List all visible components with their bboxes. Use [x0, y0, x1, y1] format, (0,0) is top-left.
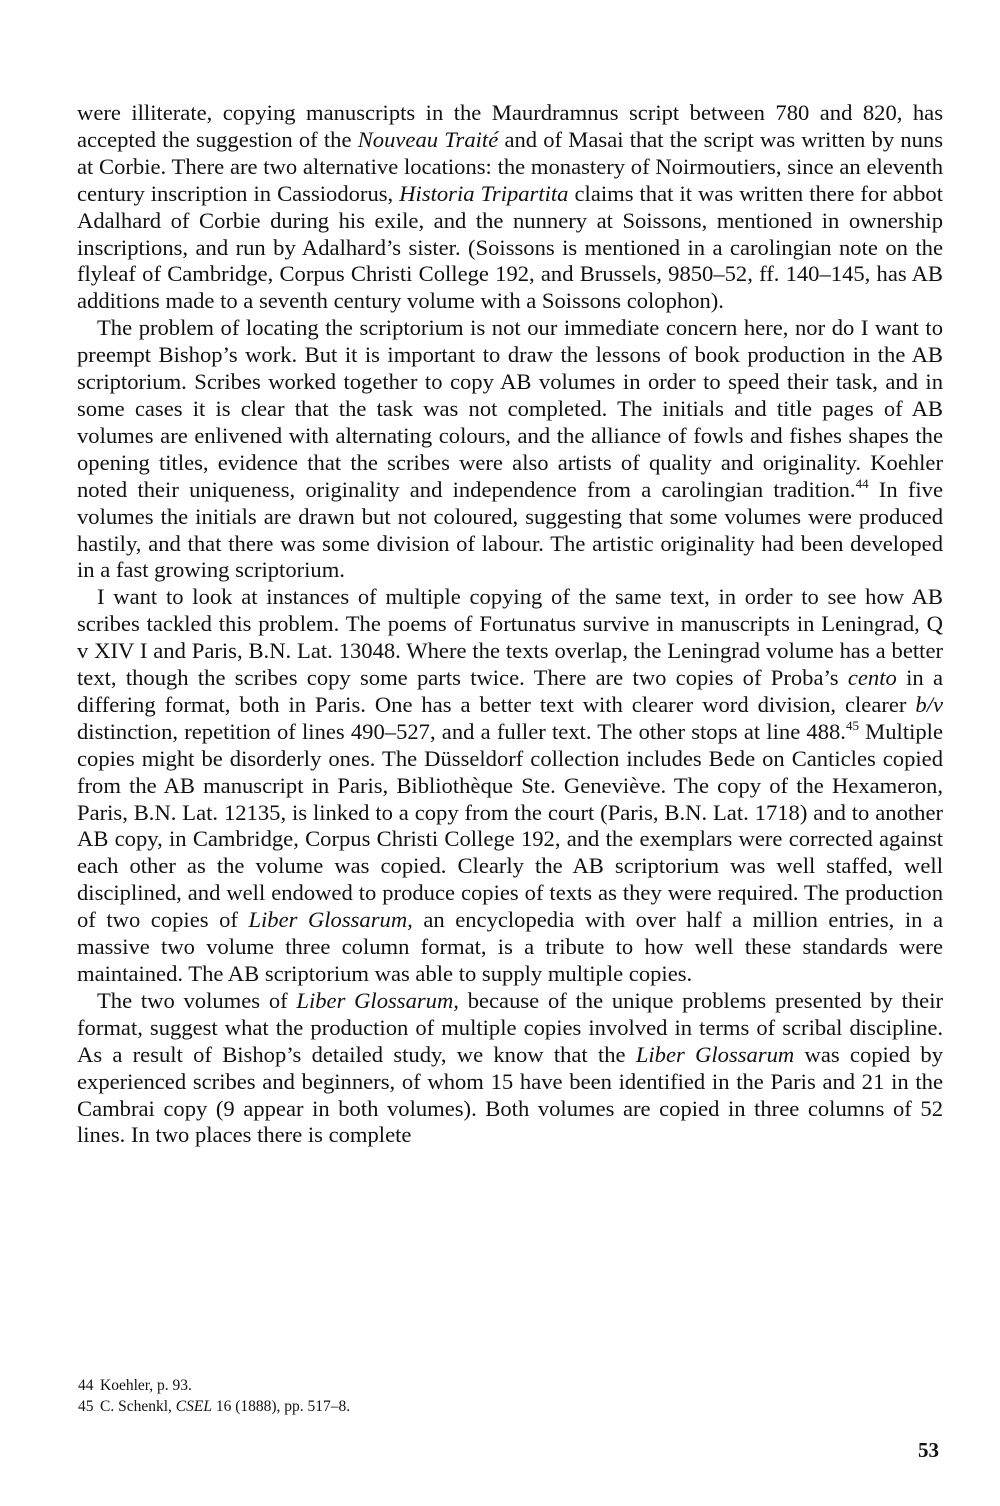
- text-run: an encyclopedia with over half a million entries, in a massive two volume three column format, is a tribute to how well these standards were maintained. The AB scriptorium was able to supply multiple copies.: [77, 907, 943, 986]
- footnote-44: [78, 1375, 678, 1396]
- text-run: and of Masai that the script was written by nuns at Corbie. There are two alternative locations: the monastery of Noirmoutiers, since an eleventh century inscription in Cassiodorus,: [77, 126, 944, 206]
- footnote-reference: 44: [855, 475, 869, 491]
- text-run: The two volumes of: [97, 987, 297, 1013]
- italic-text: Nouveau Traité: [357, 126, 499, 152]
- footnote-45: [78, 1396, 678, 1417]
- text-run: was copied by experienced scribes and beginners, of whom 15 have been identified in the Paris and 21 in the Cambrai copy (9 appear in both volumes). Both volumes are copied in three columns of 52 lines. In two places there is complete: [77, 1041, 943, 1148]
- footnotes: [78, 1375, 678, 1417]
- italic-text: b/v: [915, 691, 943, 717]
- text-run: claims that it was written there for abbot Adalhard of Corbie during his exile, and the nunnery at Soissons, mentioned in ownership inscriptions, and run by Adalhard’s sister. (Soissons is mentioned in a carolingian note on the flyleaf of Cambridge, Corpus Christi College 192, and Brussels, 9850–52, ff. 140–145, has AB additions made to a seventh century volume with a Soissons colophon).: [77, 180, 943, 314]
- text-run: distinction, repetition of lines 490–527, and a fuller text. The other stops at line 488.: [77, 718, 846, 744]
- paragraph-2: [77, 315, 943, 584]
- footnote-number: 45: [78, 1398, 94, 1415]
- text-run: The problem of locating the scriptorium is not our immediate concern here, nor do I want to preempt Bishop’s work. But it is important to draw the lessons of book production in the AB scriptorium. Scribes worked together to copy AB volumes in order to speed their task, and in some cases it is clear that the task was not completed. The initials and title pages of AB volumes are enlivened with alternating colours, and the alliance of fowls and fishes shapes the opening titles, evidence that the scribes were also artists of quality and originality. Koehler noted their uniqueness, originality and independence from a carolingian tradition.: [77, 315, 943, 502]
- text-run: were illiterate, copying manuscripts in the Maurdramnus script between 780 and 820, has accepted the suggestion of the: [77, 100, 943, 152]
- body-text: [77, 100, 943, 1149]
- paragraph-4: [77, 988, 943, 1149]
- italic-text: Liber Glossarum: [635, 1041, 795, 1067]
- text-run: because of the unique problems presented by their format, suggest what the production of multiple copies involved in terms of scribal discipline. As a result of Bishop’s detailed study, we know that the: [77, 987, 944, 1067]
- paragraph-3: [77, 584, 943, 988]
- text-run: In five volumes the initials are drawn but not coloured, suggesting that some volumes were produced hastily, and that there was some division of labour. The artistic originality had been developed in a fast growing scriptorium.: [77, 476, 943, 583]
- text-run: I want to look at instances of multiple copying of the same text, in order to see how AB scribes tackled this problem. The poems of Fortunatus survive in manuscripts in Leningrad, Q v XIV I and Paris, B.N. Lat. 13048. Where the texts overlap, the Leningrad volume has a better text, though the scribes copy some parts twice. There are two copies of Proba’s: [77, 584, 943, 691]
- italic-text: CSEL: [175, 1398, 212, 1415]
- paragraph-1: [77, 100, 943, 315]
- italic-text: Liber Glossarum,: [248, 907, 413, 933]
- footnote-number: 44: [78, 1377, 94, 1394]
- footnote-text: [100, 1398, 350, 1415]
- text-run: C. Schenkl,: [100, 1398, 176, 1415]
- italic-text: Historia Tripartita: [399, 180, 569, 206]
- italic-text: cento: [847, 665, 897, 691]
- text-run: 16 (1888), pp. 517–8.: [211, 1398, 351, 1415]
- page-number: 53: [918, 1438, 939, 1462]
- text-run: Multiple copies might be disorderly ones. The Düsseldorf collection includes Bede on Canticles copied from the AB manuscript in Paris, Bibliothèque Ste. Geneviève. The copy of the Hexameron, Paris, B.N. Lat. 12135, is linked to a copy from the court (Paris, B.N. Lat. 1718) and to another AB copy, in Cambridge, Corpus Christi College 192, and the exemplars were corrected against each other as the volume was copied. Clearly the AB scriptorium was well staffed, well disciplined, and well endowed to produce copies of texts as they were required. The production of two copies of: [77, 718, 943, 933]
- text-run: Koehler, p. 93.: [100, 1377, 192, 1394]
- text-run: in a differing format, both in Paris. One has a better text with clearer word division, clearer: [77, 665, 943, 717]
- footnote-reference: 45: [845, 717, 859, 733]
- italic-text: Liber Glossarum,: [296, 987, 459, 1013]
- footnote-text: [100, 1377, 192, 1394]
